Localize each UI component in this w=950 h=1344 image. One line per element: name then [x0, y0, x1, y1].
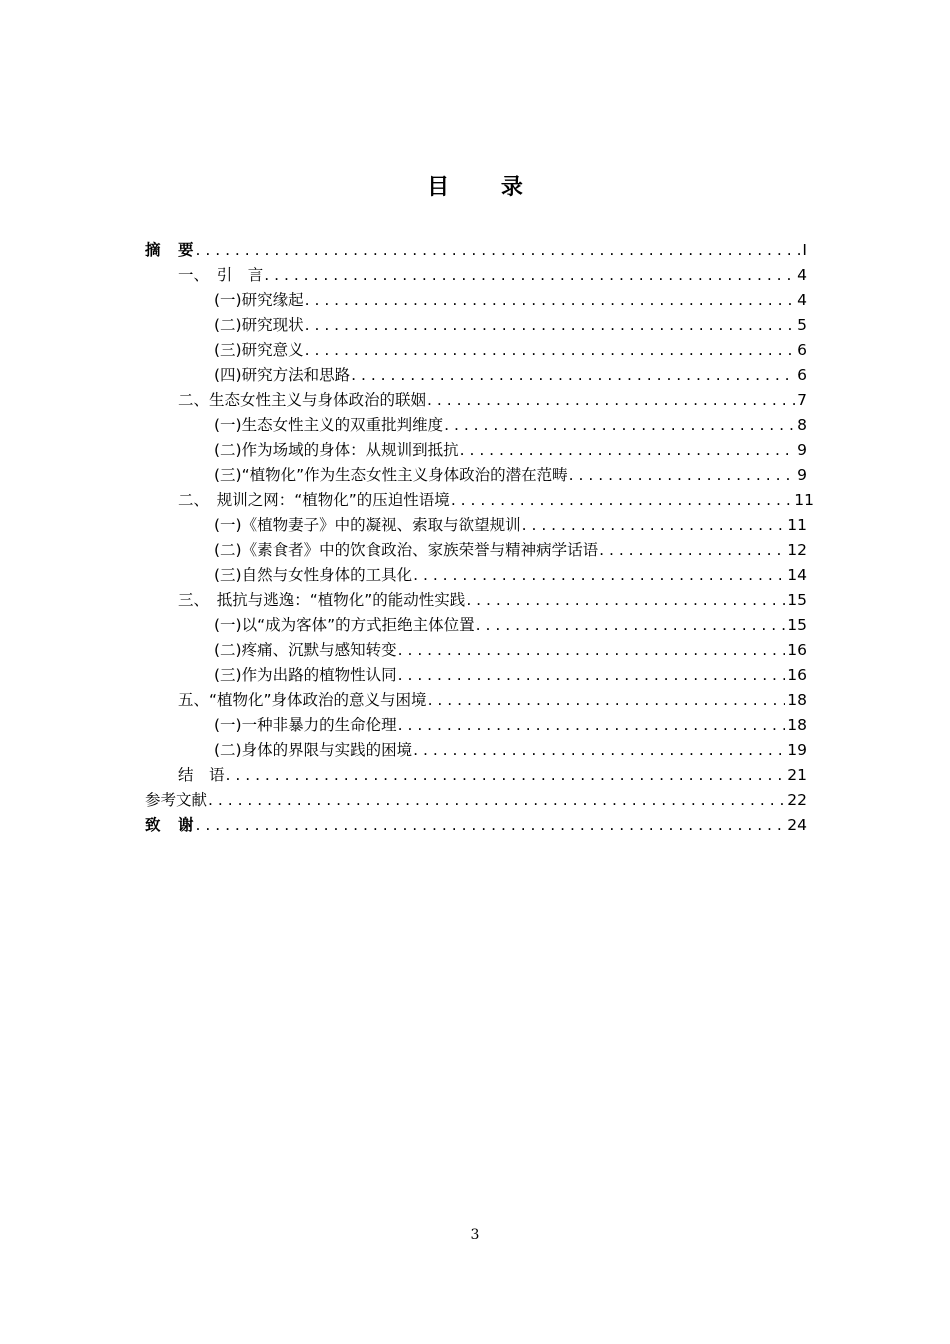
toc-entry-label: 致 谢: [145, 816, 195, 834]
toc-leader-dots: [264, 266, 795, 284]
toc-entry-1-2[interactable]: [145, 313, 807, 338]
toc-entry-label: (三)“植物化”作为生态女性主义身体政治的潜在范畴: [214, 466, 568, 484]
toc-leader-dots: [208, 791, 785, 809]
toc-leader-dots: [460, 441, 796, 459]
toc-entry-page: I: [802, 241, 807, 259]
toc-entry-page: 15: [787, 616, 807, 634]
toc-leader-dots: [427, 391, 795, 409]
toc-entry-chapter-5[interactable]: [145, 688, 807, 713]
toc-entry-1-4[interactable]: [145, 363, 807, 388]
toc-entry-page: 4: [797, 291, 807, 309]
toc-leader-dots: [351, 366, 795, 384]
toc-entry-chapter-3[interactable]: [145, 488, 814, 513]
toc-leader-dots: [305, 341, 796, 359]
toc-entry-label: (三)自然与女性身体的工具化: [214, 566, 413, 584]
toc-entry-2-3[interactable]: [145, 463, 807, 488]
toc-entry-2-2[interactable]: [145, 438, 807, 463]
toc-leader-dots: [522, 516, 786, 534]
toc-entry-label: (一)以“成为客体”的方式拒绝主体位置: [214, 616, 475, 634]
toc-entry-label: 二、 规训之网：“植物化”的压迫性语境: [178, 491, 450, 509]
toc-entry-page: 11: [794, 491, 814, 509]
toc-entry-chapter-2[interactable]: [145, 388, 807, 413]
toc-leader-dots: [413, 741, 785, 759]
toc-title: 目 录: [427, 175, 545, 200]
toc-leader-dots: [599, 541, 785, 559]
toc-entry-page: 4: [797, 266, 807, 284]
toc-leader-dots: [466, 591, 785, 609]
toc-leader-dots: [428, 691, 786, 709]
toc-leader-dots: [305, 316, 796, 334]
toc-entry-references[interactable]: [145, 788, 807, 813]
toc-entry-label: 五、“植物化”身体政治的意义与困境: [178, 691, 427, 709]
toc-entry-3-2[interactable]: [145, 538, 807, 563]
toc-leader-dots: [444, 416, 795, 434]
toc-leader-dots: [398, 716, 786, 734]
toc-leader-dots: [398, 641, 786, 659]
toc-entry-3-3[interactable]: [145, 563, 807, 588]
toc-leader-dots: [305, 291, 796, 309]
toc-entry-page: 5: [797, 316, 807, 334]
toc-entry-3-1[interactable]: [145, 513, 807, 538]
toc-entry-label: 三、 抵抗与逃逸：“植物化”的能动性实践: [178, 591, 466, 609]
toc-entry-page: 12: [787, 541, 807, 559]
toc-entry-page: 7: [797, 391, 807, 409]
page-number: 3: [470, 1227, 480, 1243]
toc-entry-4-2[interactable]: [145, 638, 807, 663]
toc-entry-introduction[interactable]: [145, 263, 807, 288]
toc-entry-page: 24: [787, 816, 807, 834]
toc-entry-label: 一、 引 言: [178, 266, 264, 284]
toc-entry-label: 摘 要: [145, 241, 195, 259]
toc-entry-1-3[interactable]: [145, 338, 807, 363]
toc-entry-label: (二)疼痛、沉默与感知转变: [214, 641, 397, 659]
toc-entry-page: 6: [797, 366, 807, 384]
toc-leader-dots: [476, 616, 786, 634]
toc-entry-conclusion[interactable]: [145, 763, 807, 788]
toc-entry-label: (三)研究意义: [214, 341, 304, 359]
toc-entry-label: (二)《素食者》中的饮食政治、家族荣誉与精神病学话语: [214, 541, 599, 559]
toc-entry-page: 18: [787, 716, 807, 734]
toc-entry-page: 16: [787, 641, 807, 659]
toc-entry-page: 9: [797, 441, 807, 459]
toc-entry-page: 14: [787, 566, 807, 584]
toc-entry-label: (一)一种非暴力的生命伦理: [214, 716, 397, 734]
toc-leader-dots: [451, 491, 792, 509]
toc-entry-label: 二、生态女性主义与身体政治的联姻: [178, 391, 427, 409]
toc-leader-dots: [196, 241, 801, 259]
toc-entry-1-1[interactable]: [145, 288, 807, 313]
toc-entry-page: 9: [797, 466, 807, 484]
toc-entry-page: 15: [787, 591, 807, 609]
toc-entry-abstract[interactable]: [145, 238, 807, 263]
toc-entry-label: (一)研究缘起: [214, 291, 304, 309]
toc-entry-page: 8: [797, 416, 807, 434]
toc-entry-label: (二)作为场域的身体：从规训到抵抗: [214, 441, 459, 459]
toc-entry-chapter-4[interactable]: [145, 588, 807, 613]
toc-entry-page: 16: [787, 666, 807, 684]
toc-entry-label: (一)《植物妻子》中的凝视、索取与欲望规训: [214, 516, 521, 534]
toc-entry-label: (三)作为出路的植物性认同: [214, 666, 397, 684]
toc-entry-label: (一)生态女性主义的双重批判维度: [214, 416, 444, 434]
toc-entry-page: 21: [787, 766, 807, 784]
toc-entry-page: 18: [787, 691, 807, 709]
toc-entry-2-1[interactable]: [145, 413, 807, 438]
toc-leader-dots: [398, 666, 786, 684]
toc-entry-label: 参考文献: [145, 791, 208, 809]
toc-entry-page: 6: [797, 341, 807, 359]
toc-entry-5-1[interactable]: [145, 713, 807, 738]
toc-entry-page: 22: [787, 791, 807, 809]
toc-leader-dots: [196, 816, 786, 834]
toc-entry-label: (四)研究方法和思路: [214, 366, 351, 384]
toc-entry-acknowledgements[interactable]: [145, 813, 807, 838]
toc-leader-dots: [413, 566, 785, 584]
toc-leader-dots: [226, 766, 786, 784]
toc-entry-page: 19: [787, 741, 807, 759]
toc-entry-label: (二)研究现状: [214, 316, 304, 334]
toc-entry-label: 结 语: [178, 766, 225, 784]
toc-entry-4-3[interactable]: [145, 663, 807, 688]
table-of-contents: [145, 238, 814, 838]
toc-entry-4-1[interactable]: [145, 613, 807, 638]
toc-entry-5-2[interactable]: [145, 738, 807, 763]
toc-entry-page: 11: [787, 516, 807, 534]
toc-leader-dots: [569, 466, 795, 484]
toc-entry-label: (二)身体的界限与实践的困境: [214, 741, 413, 759]
